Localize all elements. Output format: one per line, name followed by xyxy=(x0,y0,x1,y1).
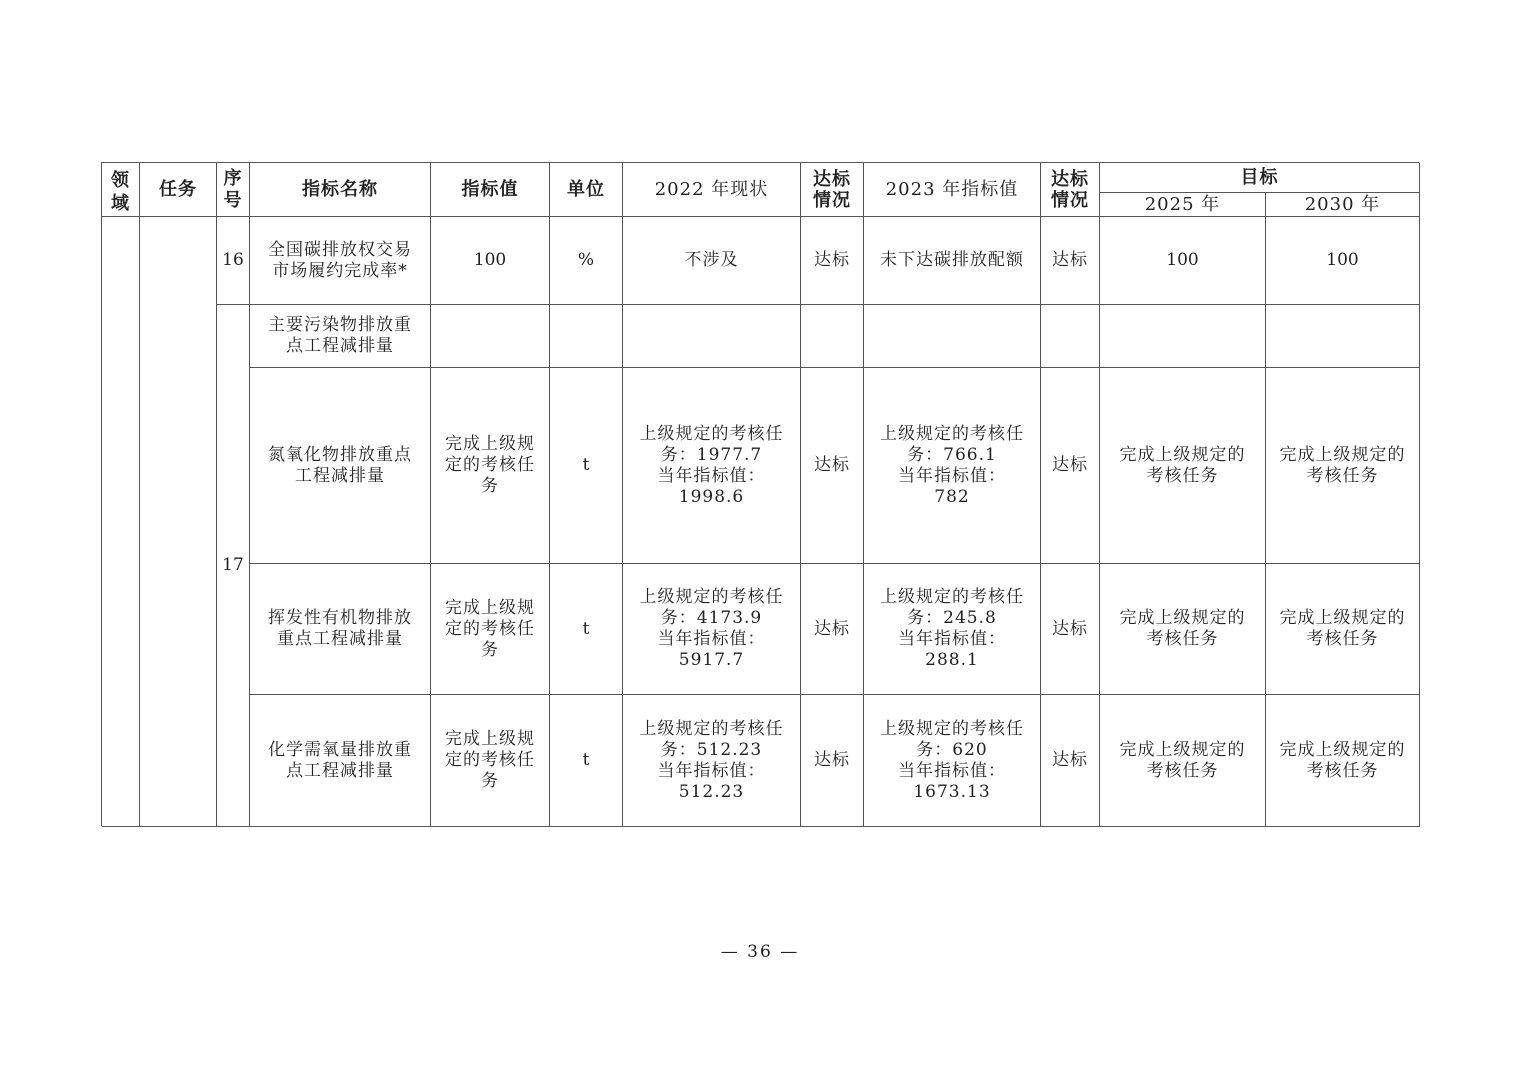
header-indicator-name: 指标名称 xyxy=(250,163,431,217)
header-year-2025: 2025 年 xyxy=(1100,193,1266,217)
header-year-2030: 2030 年 xyxy=(1266,193,1420,217)
status-line: 当年指标值： xyxy=(657,760,766,781)
target-line: 当年指标值： xyxy=(898,465,1006,486)
row-met-2023: 达标 xyxy=(1041,368,1100,564)
row-status-2022 xyxy=(623,564,801,695)
row-indicator-name: 氮氧化物排放重点工程减排量 xyxy=(250,368,431,564)
row-status-2022 xyxy=(623,305,801,368)
row-target-2023 xyxy=(864,368,1041,564)
row-met-2022 xyxy=(801,305,864,368)
status-line: 务：1977.7 xyxy=(660,444,763,465)
row-indicator-value: 100 xyxy=(431,217,550,305)
row-indicator-name: 全国碳排放权交易市场履约完成率* xyxy=(250,217,431,305)
header-status-2022: 2022 年现状 xyxy=(623,163,801,217)
header-domain xyxy=(102,163,140,217)
task-cell xyxy=(140,217,217,827)
header-met-status-1 xyxy=(801,163,864,217)
target-line: 782 xyxy=(934,486,970,507)
row-goal-2030: 完成上级规定的考核任务 xyxy=(1266,564,1420,695)
header-indicator-value: 指标值 xyxy=(431,163,550,217)
row-goal-2025: 完成上级规定的考核任务 xyxy=(1100,368,1266,564)
row-goal-2025: 100 xyxy=(1100,217,1266,305)
row-status-2022 xyxy=(623,368,801,564)
row-met-2022: 达标 xyxy=(801,217,864,305)
row-met-2023: 达标 xyxy=(1041,564,1100,695)
row-indicator-name: 化学需氧量排放重点工程减排量 xyxy=(250,695,431,827)
row-goal-2030: 100 xyxy=(1266,217,1420,305)
target-line: 上级规定的考核任 xyxy=(880,587,1024,607)
row-target-2023 xyxy=(864,564,1041,695)
row-goal-2030: 完成上级规定的考核任务 xyxy=(1266,368,1420,564)
header-met-status-line: 达标 xyxy=(1051,168,1089,190)
row-met-2022: 达标 xyxy=(801,368,864,564)
target-line: 1673.13 xyxy=(913,781,991,802)
row-target-2023 xyxy=(864,695,1041,827)
row-status-2022: 不涉及 xyxy=(623,217,801,305)
header-domain-char: 域 xyxy=(111,193,130,214)
header-met-status-line: 情况 xyxy=(1051,189,1089,211)
row-indicator-value: 完成上级规定的考核任务 xyxy=(431,368,550,564)
header-domain-char: 领 xyxy=(111,170,130,191)
target-line: 上级规定的考核任 xyxy=(880,423,1024,444)
header-task: 任务 xyxy=(140,163,217,217)
status-line: 1998.6 xyxy=(678,486,745,507)
status-line: 上级规定的考核任 xyxy=(639,718,784,739)
target-line: 288.1 xyxy=(925,650,979,670)
status-line: 当年指标值： xyxy=(657,465,766,486)
row-met-2022: 达标 xyxy=(801,564,864,695)
status-line: 上级规定的考核任 xyxy=(639,587,784,607)
row-seq: 16 xyxy=(217,217,250,305)
domain-cell xyxy=(102,217,140,827)
row-indicator-value: 完成上级规定的考核任务 xyxy=(431,564,550,695)
header-met-status-line: 达标 xyxy=(813,168,851,190)
row-indicator-value: 完成上级规定的考核任务 xyxy=(431,695,550,827)
row-unit: t xyxy=(550,695,623,827)
status-line: 512.23 xyxy=(678,781,745,802)
row-status-2022 xyxy=(623,695,801,827)
status-line: 当年指标值： xyxy=(657,629,766,649)
row-goal-2025: 完成上级规定的考核任务 xyxy=(1100,564,1266,695)
row-unit: t xyxy=(550,564,623,695)
row-seq: 17 xyxy=(217,305,250,827)
row-goal-2025: 完成上级规定的考核任务 xyxy=(1100,695,1266,827)
row-indicator-name: 挥发性有机物排放重点工程减排量 xyxy=(250,564,431,695)
header-seq-char: 号 xyxy=(223,189,243,211)
header-met-status-2 xyxy=(1041,163,1100,217)
row-met-2022: 达标 xyxy=(801,695,864,827)
row-met-2023: 达标 xyxy=(1041,217,1100,305)
row-goal-2025 xyxy=(1100,305,1266,368)
row-indicator-name: 主要污染物排放重点工程减排量 xyxy=(250,305,431,368)
status-line: 务：4173.9 xyxy=(660,608,763,628)
row-target-2023 xyxy=(864,305,1041,368)
indicator-table xyxy=(101,162,1419,826)
status-line: 上级规定的考核任 xyxy=(639,423,784,444)
header-met-status-line: 情况 xyxy=(813,189,851,211)
header-seq-char: 序 xyxy=(223,167,243,189)
header-goal: 目标 xyxy=(1100,163,1420,193)
page-number: — 36 — xyxy=(720,942,800,962)
row-goal-2030 xyxy=(1266,305,1420,368)
row-goal-2030: 完成上级规定的考核任务 xyxy=(1266,695,1420,827)
row-indicator-value xyxy=(431,305,550,368)
row-unit: % xyxy=(550,217,623,305)
target-line: 务：245.8 xyxy=(907,608,997,628)
target-line: 当年指标值： xyxy=(898,629,1006,649)
header-seq xyxy=(217,163,250,217)
row-met-2023: 达标 xyxy=(1041,695,1100,827)
target-line: 上级规定的考核任 xyxy=(880,718,1024,739)
status-line: 务：512.23 xyxy=(660,739,763,760)
status-line: 5917.7 xyxy=(678,650,745,670)
row-unit xyxy=(550,305,623,368)
row-met-2023 xyxy=(1041,305,1100,368)
row-unit: t xyxy=(550,368,623,564)
target-line: 务：620 xyxy=(916,739,988,760)
target-line: 当年指标值： xyxy=(898,760,1006,781)
target-line: 务：766.1 xyxy=(907,444,997,465)
row-target-2023: 未下达碳排放配额 xyxy=(864,217,1041,305)
header-target-2023: 2023 年指标值 xyxy=(864,163,1041,217)
header-unit: 单位 xyxy=(550,163,623,217)
